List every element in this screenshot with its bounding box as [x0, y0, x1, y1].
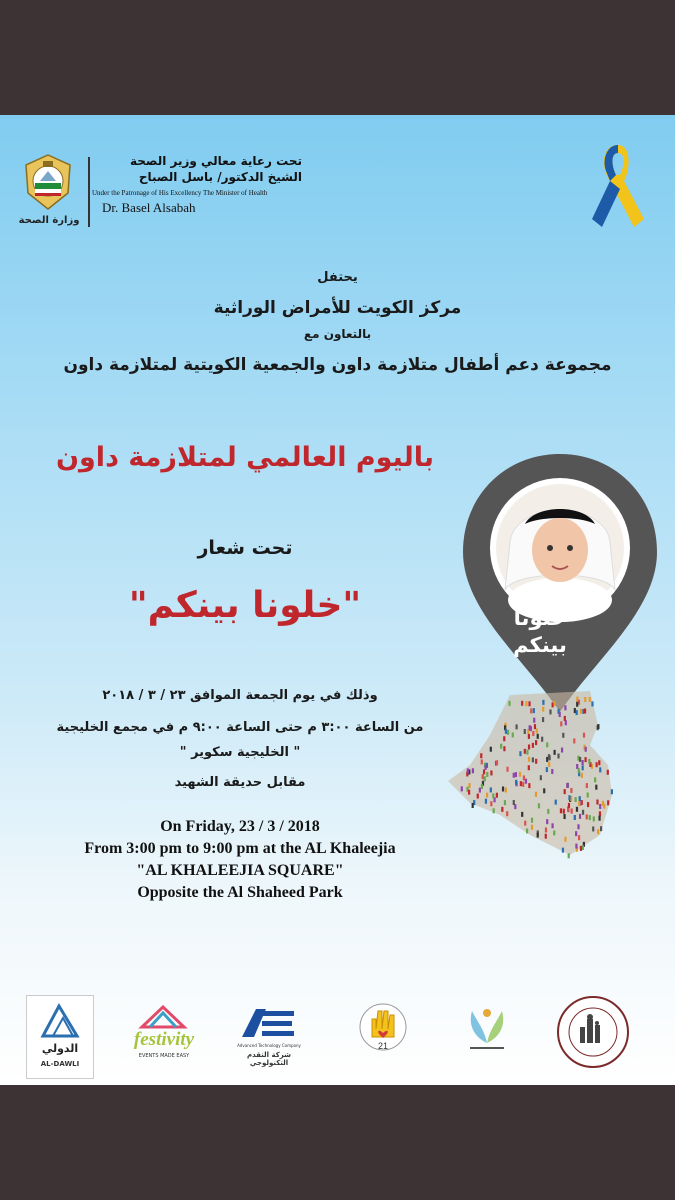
- crowd-figure: [521, 701, 523, 706]
- crowd-figure: [492, 793, 494, 798]
- crowd-figure: [553, 750, 555, 755]
- crowd-figure: [519, 772, 521, 777]
- crowd-figure: [506, 811, 508, 816]
- crowd-figure: [467, 768, 469, 773]
- festivity-tagline: EVENTS MADE EASY: [138, 1053, 190, 1059]
- crowd-figure: [589, 697, 591, 702]
- crowd-figure: [575, 831, 577, 836]
- atc-name-ar: شركة التقدم التكنولوجي: [246, 1051, 292, 1067]
- awareness-ribbon-icon: [588, 137, 648, 232]
- crowd-figure: [600, 826, 602, 831]
- festivity-name: festivity: [133, 1029, 195, 1050]
- crowd-figure: [564, 716, 566, 721]
- crowd-figure: [607, 770, 609, 775]
- crowd-figure: [482, 774, 484, 779]
- crowd-figure: [568, 803, 570, 808]
- crowd-figure: [526, 750, 528, 755]
- atc-mark-icon: [240, 1007, 298, 1041]
- crowd-figure: [579, 814, 581, 819]
- date-en: On Friday, 23 / 3 / 2018: [160, 818, 320, 835]
- hand-heart-icon: [358, 1001, 408, 1055]
- patron-line-en-1: Under the Patronage of His Excellency The Minister of Health: [92, 189, 268, 197]
- crowd-figure: [542, 717, 544, 722]
- crowd-figure: [490, 770, 492, 775]
- crowd-figure: [597, 724, 599, 729]
- crowd-figure: [564, 789, 566, 794]
- crowd-figure: [490, 801, 492, 806]
- crowd-figure: [574, 815, 576, 820]
- crowd-figure: [486, 772, 488, 777]
- crowd-figure: [493, 808, 495, 813]
- crowd-figure: [522, 782, 524, 787]
- crowd-figure: [545, 827, 547, 832]
- crowd-figure: [547, 809, 549, 814]
- crowd-figure: [543, 788, 545, 793]
- crowd-figure: [599, 804, 601, 809]
- crowd-figure: [529, 725, 531, 730]
- crowd-figure: [583, 733, 585, 738]
- genetics-center-seal-icon: [556, 995, 630, 1069]
- crowd-figure: [568, 853, 570, 858]
- opposite-en: Opposite the Al Shaheed Park: [137, 884, 343, 901]
- crowd-figure: [586, 783, 588, 788]
- crowd-figure: [549, 709, 551, 714]
- crowd-figure: [570, 788, 572, 793]
- sponsor-logos: [0, 995, 675, 1075]
- crowd-figure: [576, 807, 578, 812]
- crowd-figure: [582, 765, 584, 770]
- patron-line-ar-2: الشيخ الدكتور/ باسل الصباح: [138, 170, 302, 184]
- crowd-figure: [508, 701, 510, 706]
- crowd-figure: [582, 810, 584, 815]
- support-number: 21: [377, 1041, 389, 1051]
- aldawli-ar: الدولي: [41, 1042, 79, 1055]
- crowd-figure: [563, 814, 565, 819]
- support-group-logo: [350, 1001, 416, 1067]
- patronage-block: [92, 153, 302, 216]
- crowd-figure: [568, 795, 570, 800]
- crowd-figure: [515, 724, 517, 729]
- crowd-figure: [479, 788, 481, 793]
- intro-line-4: مجموعة دعم أطفال متلازمة داون والجمعية الكويتية لمتلازمة داون: [63, 355, 612, 375]
- festivity-mark-icon: [138, 1005, 188, 1029]
- crowd-figure: [576, 702, 578, 707]
- crowd-figure: [506, 767, 508, 772]
- crowd-figure: [573, 738, 575, 743]
- crowd-figure: [535, 792, 537, 797]
- atc-logo: [236, 1007, 302, 1067]
- crowd-figure: [484, 776, 486, 781]
- crowd-figure: [588, 759, 590, 764]
- crowd-figure: [584, 708, 586, 713]
- event-poster: [0, 115, 675, 1085]
- crowd-figure: [537, 833, 539, 838]
- crowd-figure: [599, 767, 601, 772]
- festivity-logo: [118, 1005, 210, 1065]
- crowd-figure: [555, 800, 557, 805]
- crowd-figure: [520, 781, 522, 786]
- crowd-figure: [580, 846, 582, 851]
- crowd-figure: [541, 737, 543, 742]
- crowd-figure: [540, 775, 542, 780]
- crowd-figure: [515, 772, 517, 777]
- crowd-figure: [546, 767, 548, 772]
- crowd-figure: [513, 800, 515, 805]
- crowd-figure: [535, 740, 537, 745]
- crowd-figure: [589, 815, 591, 820]
- crowd-figure: [552, 702, 554, 707]
- crowd-figure: [490, 747, 492, 752]
- crowd-figure: [603, 804, 605, 809]
- crowd-figure: [596, 762, 598, 767]
- crowd-figure: [576, 710, 578, 715]
- crowd-figure: [551, 769, 553, 774]
- venue-ar: " الخليجية سكوير ": [179, 745, 301, 760]
- crowd-figure: [503, 736, 505, 741]
- crowd-figure: [525, 701, 527, 706]
- ministry-label: وزارة الصحة: [18, 215, 80, 226]
- crowd-figure: [528, 744, 530, 749]
- crowd-figure: [496, 793, 498, 798]
- crowd-figure: [528, 783, 530, 788]
- crowd-figure: [579, 757, 581, 762]
- crowd-figure: [535, 759, 537, 764]
- crowd-figure: [532, 731, 534, 736]
- event-slogan: "خلونا بينكم": [128, 585, 362, 626]
- crowd-figure: [528, 757, 530, 762]
- crowd-figure: [598, 760, 600, 765]
- crowd-figure: [526, 828, 528, 833]
- opposite-ar: مقابل حديقة الشهيد: [174, 775, 306, 790]
- crowd-figure: [500, 744, 502, 749]
- crowd-figure: [502, 786, 504, 791]
- crowd-figure: [585, 747, 587, 752]
- aldawli-en: AL-DAWLI: [40, 1060, 80, 1068]
- crowd-figure: [582, 845, 584, 850]
- crowd-figure: [524, 729, 526, 734]
- crowd-figure: [557, 753, 559, 758]
- crowd-figure: [560, 808, 562, 813]
- crowd-figure: [504, 800, 506, 805]
- crowd-figure: [485, 799, 487, 804]
- crowd-figure: [461, 786, 463, 791]
- crowd-figure: [564, 837, 566, 842]
- crowd-figure: [548, 754, 550, 759]
- crowd-figure: [485, 765, 487, 770]
- crowd-figure: [531, 818, 533, 823]
- crowd-figure: [564, 705, 566, 710]
- crowd-figure: [472, 803, 474, 808]
- patron-line-ar-1: تحت رعاية معالي وزير الصحة: [129, 154, 302, 168]
- crowd-figure: [578, 801, 580, 806]
- crowd-figure: [594, 777, 596, 782]
- crowd-figure: [515, 780, 517, 785]
- crowd-figure: [483, 769, 485, 774]
- crowd-figure: [578, 835, 580, 840]
- crowd-figure: [551, 823, 553, 828]
- crowd-figure: [595, 785, 597, 790]
- crowd-figure: [581, 773, 583, 778]
- crowd-figure: [530, 708, 532, 713]
- crowd-figure: [580, 709, 582, 714]
- crowd-figure: [560, 721, 562, 726]
- crowd-figure: [562, 848, 564, 853]
- crowd-figure: [611, 789, 613, 794]
- crowd-figure: [582, 760, 584, 765]
- crowd-figure: [571, 808, 573, 813]
- crowd-figure: [536, 728, 538, 733]
- crowd-figure: [505, 788, 507, 793]
- crowd-figure: [559, 712, 561, 717]
- crowd-figure: [472, 768, 474, 773]
- crowd-figure: [591, 701, 593, 706]
- crowd-figure: [525, 779, 527, 784]
- date-ar: وذلك في يوم الجمعة الموافق ٢٣ / ٣ / ٢٠١٨: [102, 688, 378, 703]
- atc-name: Advanced Technology Company: [237, 1043, 301, 1048]
- crowd-figure: [545, 834, 547, 839]
- event-headline: باليوم العالمي لمتلازمة داون: [55, 442, 434, 473]
- crowd-figure: [528, 734, 530, 739]
- time-en: From 3:00 pm to 9:00 pm at the AL Khaleejia: [84, 840, 396, 857]
- crowd-figure: [546, 819, 548, 824]
- aldawli-logo: [26, 995, 94, 1079]
- crowd-figure: [563, 809, 565, 814]
- crowd-figure: [513, 773, 515, 778]
- crowd-figure: [587, 802, 589, 807]
- crowd-figure: [553, 830, 555, 835]
- time-ar: من الساعة ٣:٠٠ م حتى الساعة ٩:٠٠ م في مجمع الخليجية: [56, 720, 424, 735]
- kuwait-ds-society-logo: [456, 1003, 518, 1063]
- location-pin-icon: [455, 450, 665, 715]
- crowd-figure: [537, 734, 539, 739]
- crowd-figure: [546, 742, 548, 747]
- crowd-figure: [512, 732, 514, 737]
- crowd-figure: [584, 697, 586, 702]
- divider: [88, 157, 90, 227]
- crowd-figure: [596, 800, 598, 805]
- crowd-figure: [523, 775, 525, 780]
- crowd-figure: [532, 757, 534, 762]
- crowd-figure: [519, 751, 521, 756]
- crowd-figure: [542, 707, 544, 712]
- crowd-figure: [533, 718, 535, 723]
- crowd-figure: [542, 700, 544, 705]
- people-figures-icon: [460, 1003, 514, 1053]
- crowd-figure: [592, 826, 594, 831]
- pin-slogan-line-1: خلونا: [513, 606, 567, 630]
- crowd-figure: [565, 720, 567, 725]
- intro-line-1: يحتفل: [317, 270, 358, 285]
- crowd-figure: [468, 783, 470, 788]
- crowd-figure: [607, 800, 609, 805]
- crowd-figure: [528, 701, 530, 706]
- crowd-figure: [534, 724, 536, 729]
- crowd-figure: [486, 793, 488, 798]
- crowd-figure: [548, 762, 550, 767]
- crowd-map-illustration: [440, 685, 620, 860]
- crowd-figure: [598, 816, 600, 821]
- intro-line-2: مركز الكويت للأمراض الوراثية: [213, 298, 462, 318]
- crowd-figure: [528, 765, 530, 770]
- kuwait-genetics-center-logo: [556, 995, 630, 1069]
- crowd-figure: [579, 796, 581, 801]
- crowd-figure: [577, 824, 579, 829]
- crowd-figure: [561, 748, 563, 753]
- crowd-figure: [599, 811, 601, 816]
- crowd-figure: [507, 730, 509, 735]
- pin-slogan: [490, 605, 590, 659]
- crowd-figure: [481, 784, 483, 789]
- crowd-figure: [468, 790, 470, 795]
- crowd-figure: [533, 708, 535, 713]
- crowd-figure: [480, 753, 482, 758]
- crowd-figure: [597, 829, 599, 834]
- crowd-figure: [584, 757, 586, 762]
- venue-en: "AL KHALEEJIA SQUARE": [136, 862, 344, 879]
- crowd-figure: [578, 768, 580, 773]
- crowd-figure: [587, 792, 589, 797]
- crowd-figure: [575, 844, 577, 849]
- crowd-figure: [524, 821, 526, 826]
- crowd-figure: [562, 733, 564, 738]
- aldawli-mark-icon: [39, 1002, 81, 1040]
- crowd-figure: [593, 816, 595, 821]
- crowd-figure: [505, 729, 507, 734]
- intro-line-3: بالتعاون مع: [303, 327, 372, 341]
- kuwait-emblem-icon: [22, 153, 74, 213]
- crowd-figure: [477, 794, 479, 799]
- crowd-figure: [481, 759, 483, 764]
- crowd-figure: [531, 825, 533, 830]
- patron-line-en-2: Dr. Basel Alsabah: [102, 200, 196, 215]
- crowd-figure: [538, 803, 540, 808]
- crowd-figure: [501, 807, 503, 812]
- pin-slogan-line-2: بينكم: [513, 633, 567, 657]
- crowd-figure: [586, 814, 588, 819]
- crowd-figure: [566, 783, 568, 788]
- under-slogan-label: تحت شعار: [197, 537, 293, 559]
- crowd-figure: [553, 701, 555, 706]
- crowd-figure: [532, 743, 534, 748]
- crowd-figure: [503, 746, 505, 751]
- crowd-figure: [575, 797, 577, 802]
- crowd-figure: [490, 787, 492, 792]
- crowd-figure: [496, 760, 498, 765]
- crowd-figure: [524, 749, 526, 754]
- crowd-figure: [521, 812, 523, 817]
